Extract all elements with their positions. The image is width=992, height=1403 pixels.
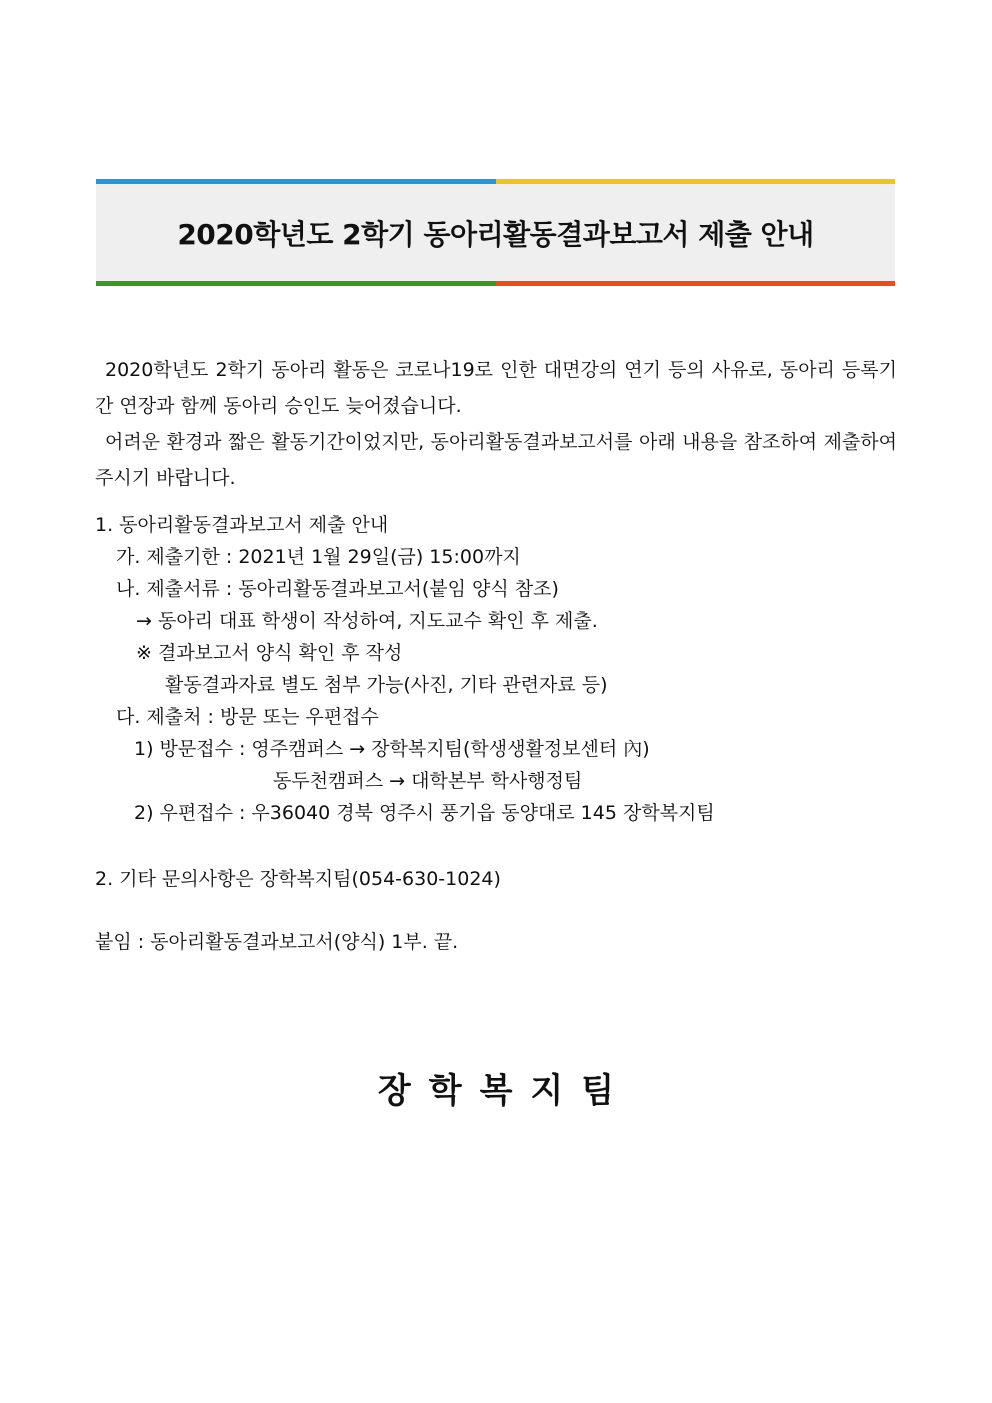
attachment-note: 붙임 : 동아리활동결과보고서(양식) 1부. 끝.: [95, 931, 459, 953]
intro-text: [95, 352, 897, 496]
intro-paragraph-2: 어려운 환경과 짧은 활동기간이었지만, 동아리활동결과보고서를 아래 내용을 참조하여 제출하여 주시기 바랍니다.: [95, 431, 897, 489]
title-bar-bottom-left: [96, 281, 496, 286]
visit-submission-continued: 동두천캠퍼스 → 대학본부 학사행정팀: [273, 770, 583, 792]
submission-place-item: 다. 제출처 : 방문 또는 우편접수: [116, 706, 379, 728]
title-bar-bottom-right: [496, 281, 896, 286]
title-box: [96, 179, 895, 286]
documents-note-1: → 동아리 대표 학생이 작성하여, 지도교수 확인 후 제출.: [136, 610, 598, 632]
document-title: 2020학년도 2학기 동아리활동결과보고서 제출 안내: [177, 217, 814, 251]
documents-note-3: 활동결과자료 별도 첨부 가능(사진, 기타 관련자료 등): [165, 674, 608, 696]
documents-item: 나. 제출서류 : 동아리활동결과보고서(붙임 양식 참조): [116, 578, 559, 600]
intro-paragraph-1: 2020학년도 2학기 동아리 활동은 코로나19로 인한 대면강의 연기 등의 사유로, 동아리 등록기간 연장과 함께 동아리 승인도 늦어졌습니다.: [95, 359, 897, 417]
section-2-heading: 2. 기타 문의사항은 장학복지팀(054-630-1024): [95, 868, 501, 890]
section-1-heading: 1. 동아리활동결과보고서 제출 안내: [95, 514, 389, 536]
deadline-item: 가. 제출기한 : 2021년 1월 29일(금) 15:00까지: [116, 546, 521, 568]
visit-submission: 1) 방문접수 : 영주캠퍼스 → 장학복지팀(학생생활정보센터 內): [134, 738, 650, 760]
documents-note-2: ※ 결과보고서 양식 확인 후 작성: [136, 642, 403, 664]
signature: 장학복지팀: [377, 1071, 633, 1111]
mail-submission: 2) 우편접수 : 우36040 경북 영주시 풍기읍 동양대로 145 장학복지팀: [134, 802, 715, 824]
